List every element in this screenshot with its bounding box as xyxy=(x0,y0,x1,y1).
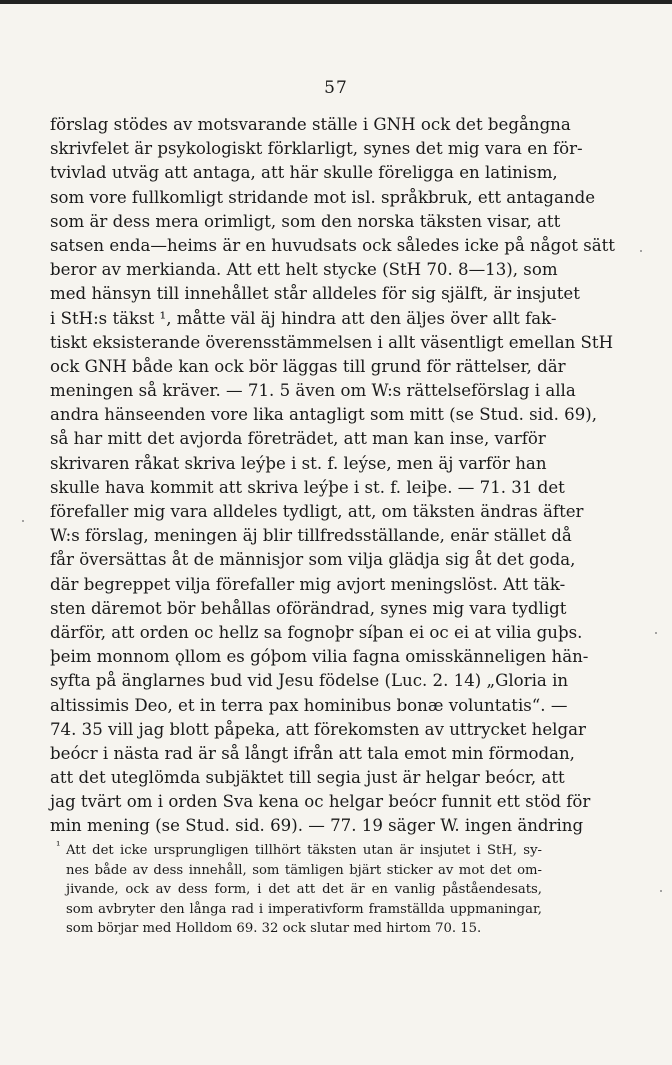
text-line: meningen så kräver. — 71. 5 även om W:s rättelseförslag i alla xyxy=(50,381,576,401)
footnote-line: som börjar med Holldom 69. 32 ock slutar med hirtom 70. 15. xyxy=(66,921,482,937)
scan-speck xyxy=(22,520,24,522)
text-line: i StH:s täkst ¹, måtte väl äj hindra att den äljes över allt fak- xyxy=(50,308,557,328)
footnote-line: Att det icke ursprungligen tillhört täksten utan är insjutet i StH, sy- xyxy=(66,843,542,858)
text-line: som vore fullkomligt stridande mot isl. språkbruk, ett antagande xyxy=(50,187,596,207)
footnote-line: jivande, ock av dess form, i det att det är en vanlig påståendesats, xyxy=(66,882,542,898)
text-line: beror av merkianda. Att ett helt stycke (StH 70. 8—13), som xyxy=(50,260,558,280)
text-line: får översättas åt de männisjor som vilja glädja sig åt det goda, xyxy=(50,550,576,570)
footnote-line: nes både av dess innehåll, som tämligen bjärt sticker av mot det om- xyxy=(66,862,542,878)
scan-speck xyxy=(640,250,642,252)
text-line: sten däremot bör behållas oförändrad, synes mig vara tydligt xyxy=(50,598,567,618)
text-line: förslag stödes av motsvarande ställe i GNH ock det begångna xyxy=(50,115,571,134)
text-line: tiskt eksisterande överensstämmelsen i allt väsentligt emellan StH xyxy=(50,332,614,352)
text-line: därför, att orden oc hellz sa fognoþr síþan ei oc ei at vilia guþs. xyxy=(50,622,583,642)
text-line: jag tvärt om i orden Sva kena oc helgar beócr funnit ett stöd för xyxy=(50,792,591,812)
page-number: 57 xyxy=(324,78,348,98)
text-line: W:s förslag, meningen äj blir tillfredsställande, enär stället då xyxy=(50,526,572,546)
text-line: med hänsyn till innehållet står alldeles för sig själft, är insjutet xyxy=(50,284,580,304)
text-line: þeim monnom ǫllom es góþom vilia fagna omisskänneligen hän- xyxy=(50,647,589,667)
text-line: ock GNH både kan ock bör läggas till grund för rättelser, där xyxy=(50,356,566,376)
top-edge-rule xyxy=(0,0,672,4)
text-line: skrivaren råkat skriva leýþe i st. f. leýse, men äj varför han xyxy=(50,453,547,473)
text-line: att det uteglömda subjäktet till segia just är helgar beócr, att xyxy=(50,768,565,788)
body-text xyxy=(50,113,615,839)
text-line: skrivfelet är psykologiskt förklarligt, synes det mig vara en för- xyxy=(50,139,583,159)
scan-speck xyxy=(660,890,662,892)
text-line: som är dess mera orimligt, som den norska täksten visar, att xyxy=(50,211,561,231)
text-line: där begreppet vilja förefaller mig avjort meningslöst. Att täk- xyxy=(50,574,566,594)
text-line: min mening (se Stud. sid. 69). — 77. 19 säger W. ingen ändring xyxy=(50,816,584,836)
footnote-line: som avbryter den långa rad i imperativform framställda uppmaningar, xyxy=(66,901,542,917)
text-line: beócr i nästa rad är så långt ifrån att tala emot min förmodan, xyxy=(50,743,575,763)
text-line: förefaller mig vara alldeles tydligt, att, om täksten ändras äfter xyxy=(50,502,584,521)
text-line: skulle hava kommit att skriva leýþe i st. f. leiþe. — 71. 31 det xyxy=(50,477,565,497)
text-line: altissimis Deo, et in terra pax hominibus bonæ voluntatis“. — xyxy=(50,695,568,715)
text-line: 74. 35 vill jag blott påpeka, att förekomsten av uttrycket helgar xyxy=(50,719,586,739)
text-line: syfta på änglarnes bud vid Jesu födelse (Luc. 2. 14) „Gloria in xyxy=(50,671,569,691)
text-line: satsen enda—heims är en huvudsats ock således icke på något sätt xyxy=(50,235,615,255)
footnote xyxy=(56,839,542,939)
text-line: tvivlad utväg att antaga, att här skulle föreligga en latinism, xyxy=(50,163,558,183)
text-line: andra hänseenden vore lika antagligt som mitt (se Stud. sid. 69), xyxy=(50,405,597,425)
text-line: så har mitt det avjorda företrädet, att man kan inse, varför xyxy=(50,429,546,449)
scan-speck xyxy=(655,632,657,634)
footnote-marker: ¹ xyxy=(56,839,61,852)
